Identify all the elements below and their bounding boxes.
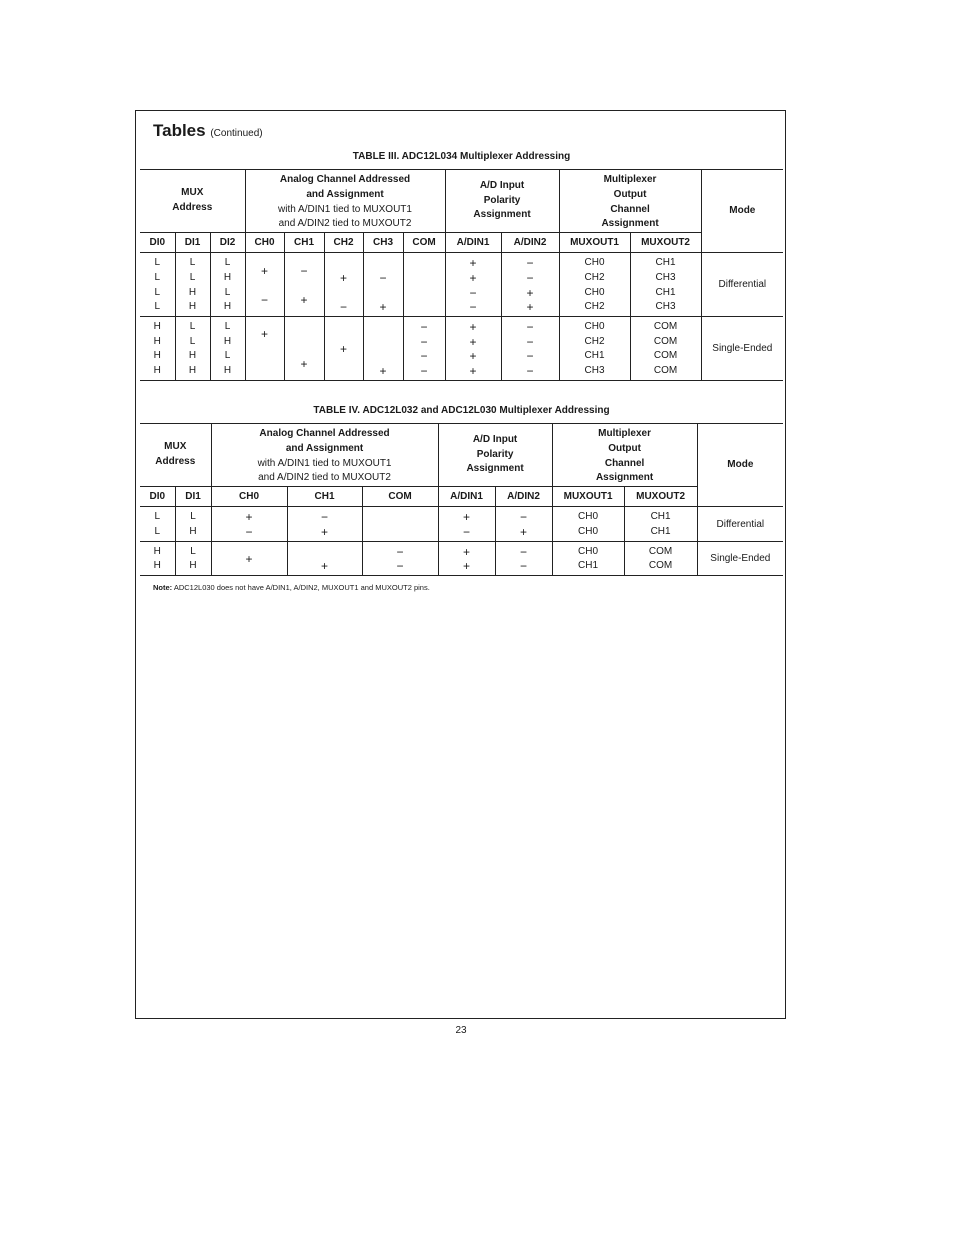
mode-cell: Differential (697, 507, 783, 541)
table-cell: H H H H (140, 317, 175, 381)
table-cell: − + (495, 507, 552, 541)
header-line: Multiplexer (603, 174, 657, 185)
table-cell: L H (175, 507, 211, 541)
column-header: CH1 (287, 487, 362, 507)
table-cell: + (324, 317, 363, 381)
table-cell: + + + + (445, 317, 501, 381)
table-cell: + − (211, 507, 287, 541)
table-cell (403, 253, 445, 317)
column-header: CH3 (363, 233, 403, 253)
table-note (153, 583, 430, 593)
table-cell: L H (175, 541, 211, 575)
column-header: CH0 (245, 233, 284, 253)
mux-address-header (140, 170, 245, 233)
table-cell: − + (287, 507, 362, 541)
column-header: DI1 (175, 233, 210, 253)
header-line: Multiplexer (598, 428, 651, 439)
table-iv-title: TABLE IV. ADC12L032 and ADC12L030 Multiplexer Addressing (313, 405, 610, 416)
table-iii-title: TABLE III. ADC12L034 Multiplexer Addressing (352, 151, 571, 162)
column-header: A/DIN2 (495, 487, 552, 507)
header-line: with A/DIN1 tied to MUXOUT1 (257, 457, 392, 469)
table-cell: L H L H (210, 317, 245, 381)
table-cell: H H (140, 541, 175, 575)
table-cell: L L (140, 507, 175, 541)
table-cell: L L H H (175, 253, 210, 317)
page-number: 23 (455, 1025, 467, 1036)
table-cell: COM COM (624, 541, 697, 575)
table-row-differential (140, 507, 783, 541)
table-cell: − − − − (501, 317, 559, 381)
table-cell: L L H H (175, 317, 210, 381)
table-cell: + (287, 541, 362, 575)
header-line: Polarity (483, 194, 521, 206)
header-line: MUX (181, 187, 204, 199)
header-line: Assignment (473, 209, 531, 221)
table-cell: − + (363, 253, 403, 317)
mode-header: Mode (697, 424, 783, 507)
column-header: MUXOUT1 (552, 487, 624, 507)
table-iii (140, 169, 783, 381)
table-cell: − − (362, 541, 438, 575)
table-cell: − − + + (501, 253, 559, 317)
column-header: COM (362, 487, 438, 507)
table-iv (140, 423, 783, 576)
column-header: COM (403, 233, 445, 253)
table-cell: CH1 CH3 CH1 CH3 (630, 253, 701, 317)
header-line: A/D Input (479, 179, 525, 191)
table-cell: CH0 CH1 (552, 541, 624, 575)
header-line: Assignment (466, 463, 524, 475)
table-cell: CH0 CH2 CH0 CH2 (559, 253, 630, 317)
column-header: MUXOUT1 (559, 233, 630, 253)
section-heading (153, 121, 263, 144)
header-line: Output (613, 188, 647, 200)
header-line: Channel (604, 457, 645, 469)
table-cell: − − − − (403, 317, 445, 381)
header-line: and Assignment (285, 442, 364, 454)
table-cell: − − (495, 541, 552, 575)
header-line: MUX (164, 441, 187, 453)
header-line: Assignment (601, 218, 659, 230)
header-line: Channel (610, 203, 650, 215)
column-header: DI0 (140, 487, 175, 507)
table-cell: + − (438, 507, 495, 541)
column-header: A/DIN2 (501, 233, 559, 253)
column-header: DI1 (175, 487, 211, 507)
polarity-header (438, 424, 552, 487)
table-cell: L H L H (210, 253, 245, 317)
heading-title: Tables (153, 121, 206, 140)
table-cell: CH0 CH2 CH1 CH3 (559, 317, 630, 381)
mux-output-header (559, 170, 701, 233)
column-header: CH1 (284, 233, 324, 253)
header-line: with A/DIN1 tied to MUXOUT1 (278, 203, 412, 215)
mux-output-header (552, 424, 697, 487)
table-cell: CH0 CH0 (552, 507, 624, 541)
header-line: Assignment (595, 472, 654, 484)
table-cell: + (284, 317, 324, 381)
analog-channel-header (211, 424, 438, 487)
table-cell: + − (324, 253, 363, 317)
table-row-differential (140, 253, 783, 317)
header-line: Output (608, 442, 641, 454)
table-row-single-ended (140, 541, 783, 575)
column-header: DI2 (210, 233, 245, 253)
column-header: CH0 (211, 487, 287, 507)
column-header: MUXOUT2 (624, 487, 697, 507)
table-cell: L L L L (140, 253, 175, 317)
column-header: DI0 (140, 233, 175, 253)
table-cell: − + (284, 253, 324, 317)
column-header: MUXOUT2 (630, 233, 701, 253)
polarity-header (445, 170, 559, 233)
header-line: and A/DIN2 tied to MUXOUT2 (278, 218, 412, 230)
table-cell: + + − − (445, 253, 501, 317)
header-line: Address (172, 202, 213, 214)
header-line: and Assignment (306, 188, 384, 200)
mode-cell: Differential (701, 253, 783, 317)
header-line: Analog Channel Addressed (259, 428, 390, 439)
header-line: A/D Input (472, 433, 518, 445)
mode-header: Mode (701, 170, 783, 253)
note-label: Note: (153, 583, 173, 592)
table-cell (362, 507, 438, 541)
note-text: ADC12L030 does not have A/DIN1, A/DIN2, MUXOUT1 and MUXOUT2 pins. (172, 583, 430, 592)
mode-cell: Single-Ended (697, 541, 783, 575)
heading-continued: (Continued) (210, 128, 263, 139)
table-row-single-ended (140, 317, 783, 381)
table-cell: + (211, 541, 287, 575)
table-cell: CH1 CH1 (624, 507, 697, 541)
table-cell: + − (245, 253, 284, 317)
table-cell: + (363, 317, 403, 381)
table-cell: + + (438, 541, 495, 575)
header-line: Analog Channel Addressed (279, 174, 411, 185)
column-header: A/DIN1 (445, 233, 501, 253)
column-header: A/DIN1 (438, 487, 495, 507)
column-header: CH2 (324, 233, 363, 253)
header-line: Polarity (476, 448, 514, 460)
header-line: Address (155, 456, 196, 468)
mode-cell: Single-Ended (701, 317, 783, 381)
table-cell: COM COM COM COM (630, 317, 701, 381)
analog-channel-header (245, 170, 445, 233)
mux-address-header (140, 424, 211, 487)
table-cell: + (245, 317, 284, 381)
header-line: and A/DIN2 tied to MUXOUT2 (258, 472, 391, 484)
